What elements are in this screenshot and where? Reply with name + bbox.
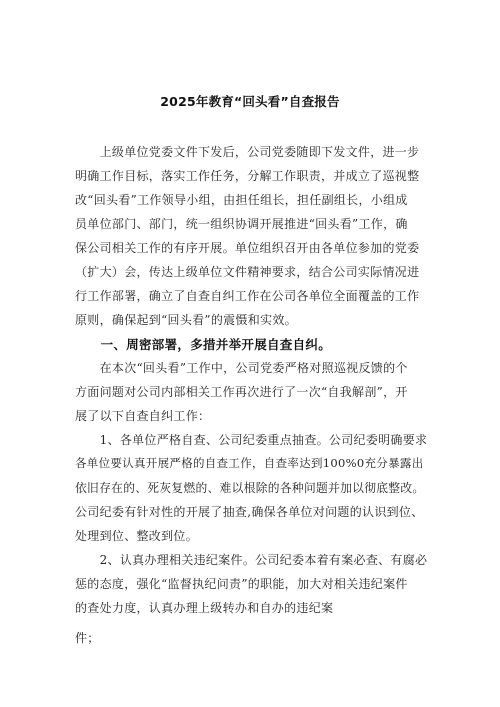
section-heading: 一、周密部署，多措并举开展自查自纠。 — [75, 337, 332, 352]
paragraph-line: 上级单位党委文件下发后，公司党委随即下发文件，进一步 — [75, 145, 420, 159]
paragraph-line: 明确工作目标，落实工作任务，分解工作职责，并成立了巡视整 — [75, 169, 420, 183]
paragraph-line: 的查处力度，认真办理上级转办和自办的违纪案 — [75, 601, 334, 615]
paragraph-line: 2、认真办理相关违纪案件。公司纪委本着有案必查、有腐必 — [75, 553, 428, 567]
paragraph-line: 保公司相关工作的有序开展。单位组织召开由各单位参加的党委 — [75, 241, 420, 255]
paragraph-line: 改“回头看”工作领导小组，由担任组长，担任副组长，小组成 — [75, 193, 408, 207]
paragraph-line: 在本次“回头看”工作中，公司党委严格对照巡视反馈的个 — [75, 361, 408, 375]
paragraph-line: 员单位部门、部门，统一组织协调开展推进“回头看”工作，确 — [75, 217, 408, 231]
paragraph-line: 依旧存在的、死灰复燃的、难以根除的各种问题并加以彻底整改。 — [75, 481, 425, 495]
paragraph-line: 各单位要认真开展严格的自查工作，自查率达到100%0充分暴露出 — [75, 456, 424, 470]
paragraph-line: 行工作部署，确立了自查自纠工作在公司各单位全面覆盖的工作 — [75, 289, 420, 303]
paragraph-line: 1、各单位严格自查、公司纪委重点抽查。公司纪委明确要求 — [75, 433, 428, 447]
document-title: 2025年教育“回头看”自查报告 — [160, 94, 340, 109]
paragraph-line: （扩大）会，传达上级单位文件精神要求，结合公司实际情况进 — [75, 265, 420, 279]
paragraph-line: 处理到位、整改到位。 — [75, 529, 199, 543]
paragraph-line: 件； — [75, 631, 100, 645]
paragraph-line: 公司纪委有针对性的开展了抽查,确保各单位对问题的认识到位、 — [75, 505, 424, 519]
paragraph-line: 展了以下自查自纠工作： — [75, 409, 211, 423]
paragraph-line: 方面问题对公司内部相关工作再次进行了一次“自我解剖”，开 — [75, 385, 408, 399]
paragraph-line: 惩的态度，强化“监督执纪问责”的职能，加大对相关违纪案件 — [75, 577, 408, 591]
paragraph-line: 原则，确保起到“回头看”的震慑和实效。 — [75, 313, 297, 327]
